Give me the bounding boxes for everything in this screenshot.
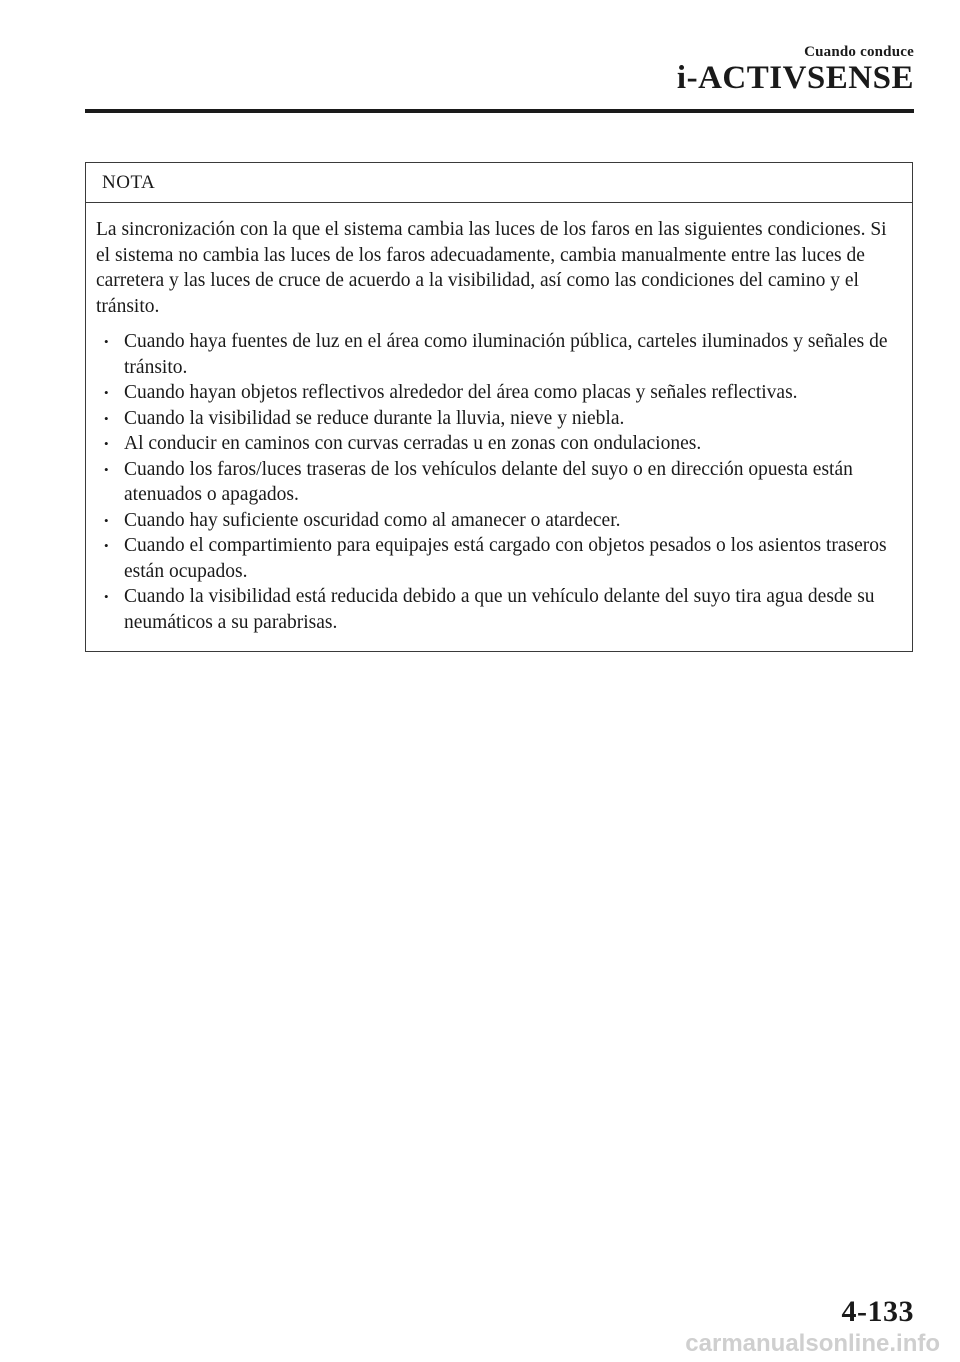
list-item-text: Cuando la visibilidad está reducida debido a que un vehículo delante del suyo tira agua desde su neumáticos a su parabrisas. [124,586,875,633]
bullet-icon: • [104,461,109,477]
list-item [96,533,904,584]
note-box [85,162,913,652]
list-item [96,584,904,635]
list-item [96,406,904,432]
list-item-text: Cuando hayan objetos reflectivos alrededor del área como placas y señales reflectivas. [124,382,798,403]
bullet-icon: • [104,334,109,349]
note-paragraph: La sincronización con la que el sistema cambia las luces de los faros en las siguientes condiciones. Si el sistema no cambia las luces de los faros adecuadamente, cambia manualmente entre las luces de carretera y las luces de cruce de acuerdo a la visibilidad, así como las condiciones del camino y el tránsito. [96,219,887,317]
list-item-text: Cuando el compartimiento para equipajes está cargado con objetos pesados o los asientos traseros están ocupados. [124,535,887,582]
chapter-title: i-ACTIVSENSE [676,60,914,96]
bullet-icon: • [104,538,109,553]
list-item-text: Cuando haya fuentes de luz en el área como iluminación pública, carteles iluminados y señales de tránsito. [124,331,888,378]
list-item-text: Cuando los faros/luces traseras de los vehículos delante del suyo o en dirección opuesta están atenuados o apagados. [124,458,853,505]
header-divider [85,109,914,113]
bullet-icon: • [104,385,109,400]
list-item-text: Cuando hay suficiente oscuridad como al amanecer o atardecer. [124,509,621,531]
list-item-text: Al conducir en caminos con curvas cerradas u en zonas con ondulaciones. [124,433,702,454]
section-title: Cuando conduce [804,44,914,60]
list-item [96,457,904,508]
list-item [96,431,904,457]
bullet-icon: • [104,512,109,528]
list-item [96,329,904,380]
list-item [96,380,904,406]
bullet-icon: • [104,410,109,426]
note-title: NOTA [86,163,912,203]
list-item [96,508,904,534]
bullet-icon: • [104,436,109,451]
list-item-text: Cuando la visibilidad se reduce durante la lluvia, nieve y niebla. [124,407,625,429]
note-body [86,203,912,651]
bullet-icon: • [104,589,109,604]
page-number: 4-133 [841,1295,914,1328]
watermark-text: carmanualsonline.info [685,1330,940,1357]
bullet-list [96,329,904,635]
